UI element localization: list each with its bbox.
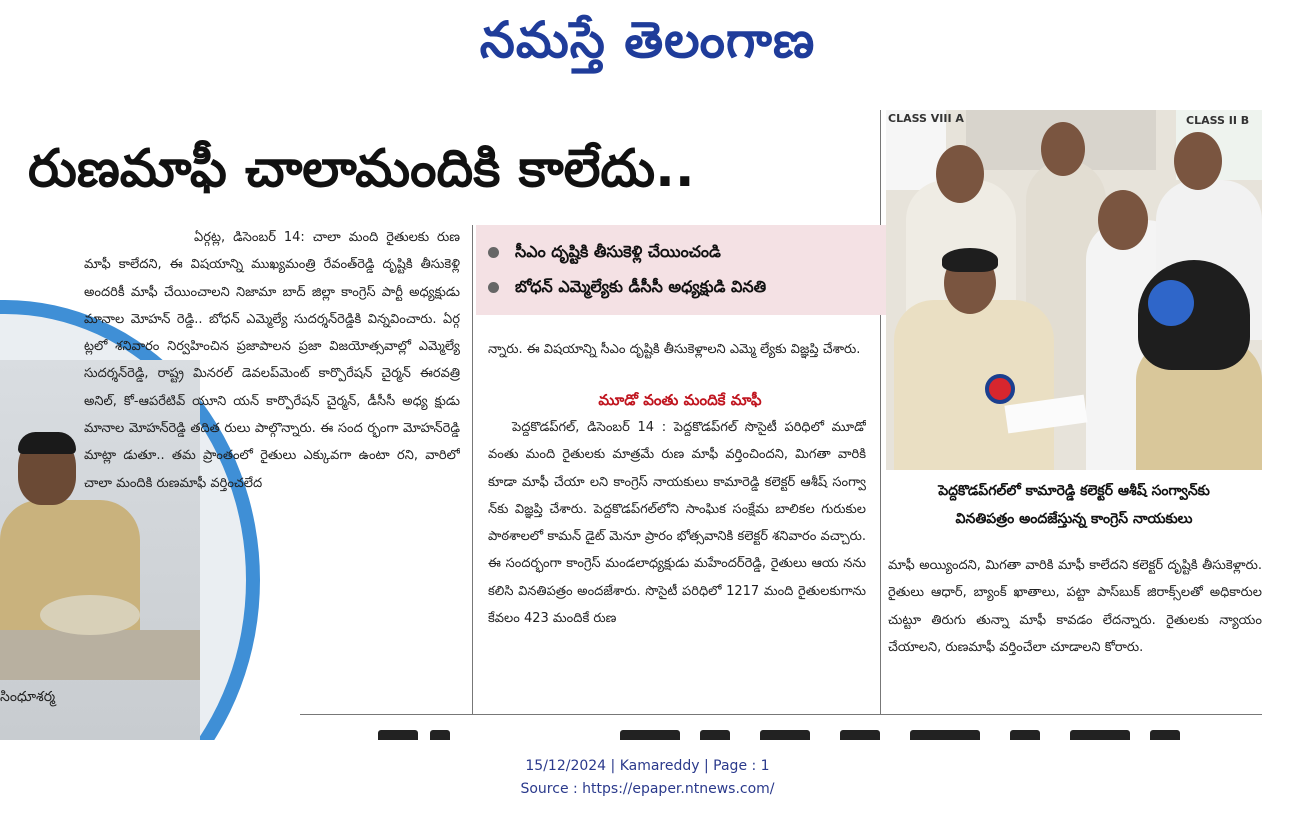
highlight-text: బోధన్ ఎమ్మెల్యేకు డీసీసీ అధ్యక్షుడి వినతి: [515, 277, 767, 296]
article-subhead: మూడో వంతు మందికే మాఫీ: [598, 391, 762, 409]
collector-photo: [886, 110, 1262, 470]
collector-figure: [894, 300, 1054, 470]
collector-hair: [942, 248, 998, 272]
person-head: [936, 145, 984, 203]
masthead-title: నమస్తే తెలంగాణ: [479, 11, 816, 69]
person-head: [1174, 132, 1222, 190]
bullet-icon: [488, 247, 499, 258]
board-label: CLASS VIII A: [888, 112, 964, 125]
next-headline-cutoff: [370, 726, 1190, 740]
footer-source-link[interactable]: Source : https://epaper.ntnews.com/: [520, 781, 775, 797]
highlight-text: సీఎం దృష్టికి తీసుకెళ్లి చేయించండి: [515, 242, 721, 261]
footer-edition-line: 15/12/2024 | Kamareddy | Page : 1: [525, 758, 770, 774]
article-headline: రుణమాఫీ చాలామందికి కాలేదు..: [28, 139, 695, 199]
newspaper-masthead: [0, 0, 1295, 80]
rosette-badge: [985, 374, 1015, 404]
bullet-icon: [488, 282, 499, 293]
article-column-2-top: న్నారు. ఈ విషయాన్ని సీఎం దృష్టికి తీసుకెళ్లాలని ఎమ్మె ల్యేకు విజ్ఞప్తి చేశారు.: [488, 342, 861, 357]
person-head: [1041, 122, 1085, 176]
article-column-3: మాఫీ అయ్యిందని, మిగతా వారికి మాఫీ కాలేదని కలెక్టర్ దృష్టికి తీసుకెళ్లారు. రైతులు ఆధార్, బ్యాంక్ ఖాతాలు, పట్టా పాస్‌బుక్ జిరాక్స్‌లతో అధికారుల చుట్టూ తిరుగు తున్నా మాఫీ కావడం లేదన్నారు. రైతులకు న్యాయం చేయాలని, రుణమాఫీ వర్తించేలా చూడాలని కోరారు.: [888, 558, 1262, 655]
article-column-1: ఏర్గట్ల, డిసెంబర్ 14: చాలా మంది రైతులకు రుణ మాఫీ కాలేదని, ఈ విషయాన్ని ముఖ్యమంత్రి రేవంత్‌రెడ్డి దృష్టికి తీసుకెళ్లి అందరికీ మాఫీ చేయించాలని నిజామా బాద్ జిల్లా కాంగ్రెస్ పార్టీ అధ్యక్షుడు మానాల మోహన్ రెడ్డి.. బోధన్ ఎమ్మెల్యే సుదర్శన్‌రెడ్డికి విన్నవించారు. ఏర్గ ట్లలో శనివారం నిర్వహించిన ప్రజాపాలన ప్రజా విజయోత్సవాల్లో ఎమ్మెల్యే సుదర్శన్‌రెడ్డి, రాష్ట్ర మినరల్ డెవలప్‌మెంట్ కార్పొరేషన్ చైర్మన్ ఈరవత్రి అనిల్, కో-ఆపరేటివ్ యూని యన్ కార్పొరేషన్ చైర్మన్, డీసీసీ అధ్య క్షుడు మానాల మోహన్‌రెడ్డి తదిత రులు పాల్గొన్నారు. ఈ సంద ర్భంగా మోహన్‌రెడ్డి మాట్లా డుతూ.. తమ ప్రాంతంలో రైతులు ఎక్కువగా ఉంటా రని, వారిలో చాలా మందికి రుణమాఫీ వర్తించలేద: [84, 230, 460, 491]
photo-caption-line: పెద్దకొడప్‌గల్‌లో కామారెడ్డి కలెక్టర్ ఆశీష్ సంగ్వాన్‌కు: [938, 483, 1210, 499]
column-divider: [472, 225, 473, 715]
student-ribbon: [1148, 280, 1194, 326]
highlight-item: [488, 272, 766, 302]
left-photo-caption-text: సింధూశర్మ: [0, 689, 56, 705]
photo-caption-line: వినతిపత్రం అందజేస్తున్న కాంగ్రెస్ నాయకులు: [955, 511, 1193, 527]
section-divider: [300, 714, 1262, 715]
person-head: [1098, 190, 1148, 250]
column-divider: [880, 110, 881, 715]
officer-hair: [18, 432, 76, 454]
board-label: CLASS II B: [1186, 114, 1250, 127]
highlight-item: [488, 237, 721, 267]
article-column-2-body: పెద్దకొడప్‌గల్, డిసెంబర్ 14 : పెద్దకొడప్‌గల్ సొసైటీ పరిధిలో మూడో వంతు మంది రైతులకు మాత్రమే రుణ మాఫీ వర్తించిందని, మిగతా వారికి కూడా మాఫీ చేయా లని కాంగ్రెస్ నాయకులు కామారెడ్డి కలెక్టర్ ఆశీష్ సంగ్వా న్‌కు విజ్ఞప్తి చేశారు. పెద్దకొడప్‌గల్‌లోని సాంఘిక సంక్షేమ బాలికల గురుకుల పాఠశాలలో కామన్ డైట్ మెనూ ప్రారం భోత్సవానికి కలెక్టర్ శనివారం వచ్చారు. ఈ సందర్భంగా కాంగ్రెస్ మండలాధ్యక్షుడు మహేందర్‌రెడ్డి, రైతులు ఆయ నను కలిసి వినతిపత్రం అందజేశారు. సొసైటీ పరిధిలో 1217 మంది రైతులకుగాను కేవలం 423 మందికే రుణ: [488, 420, 866, 627]
